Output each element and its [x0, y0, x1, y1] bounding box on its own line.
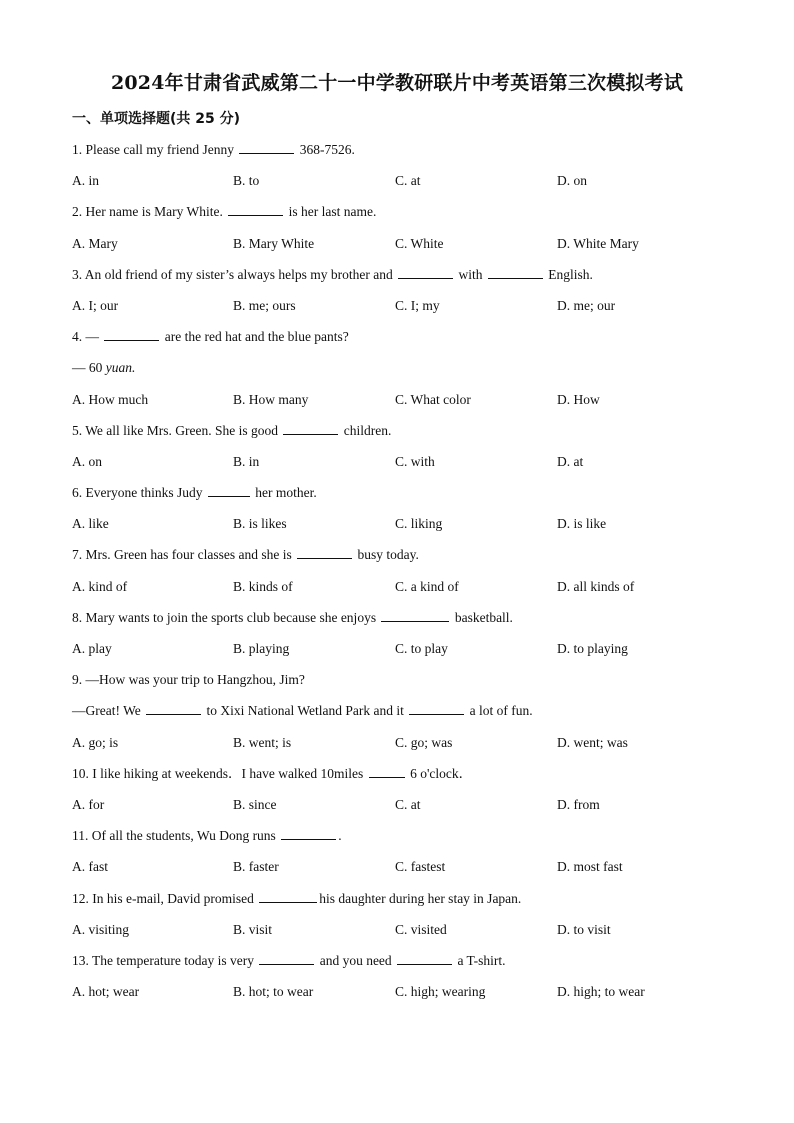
question-text: his daughter during her stay in Japan. [319, 890, 522, 906]
question-3 [72, 265, 732, 296]
reply-text: a lot of fun. [466, 703, 533, 719]
question-text: 4. — [72, 329, 103, 345]
options-11 [72, 857, 732, 888]
question-4 [72, 327, 732, 358]
answer-blank [281, 826, 336, 840]
option-c: C. fastest [395, 859, 446, 875]
options-9 [72, 733, 732, 764]
option-a: A. like [72, 516, 109, 532]
question-9 [72, 670, 732, 701]
question-text: her mother. [251, 485, 317, 501]
answer-blank [488, 265, 543, 279]
question-text: English. [544, 266, 593, 282]
question-7 [72, 545, 732, 576]
options-8 [72, 639, 732, 670]
option-b: B. me; ours [233, 297, 296, 313]
question-text: 2. Her name is Mary White. [72, 204, 227, 220]
question-text: 6. Everyone thinks Judy [72, 485, 206, 501]
question-text: 9. —How was your trip to Hangzhou, Jim? [72, 672, 305, 688]
option-d: D. from [557, 796, 600, 812]
options-7 [72, 577, 732, 608]
answer-blank [146, 701, 201, 715]
question-list [72, 140, 732, 1013]
option-b: B. faster [233, 859, 279, 875]
question-13 [72, 951, 732, 982]
option-d: D. is like [557, 516, 607, 532]
option-b: B. playing [233, 641, 290, 656]
question-text: 8. Mary wants to join the sports club because she enjoys [72, 609, 380, 625]
options-1 [72, 171, 732, 202]
option-c: C. a kind of [395, 578, 459, 594]
question-text: 5. We all like Mrs. Green. She is good [72, 422, 282, 438]
question-text: 13. The temperature today is very [72, 952, 258, 968]
section-heading: 一、单项选择题(共 25 分) [72, 111, 241, 127]
option-c: C. go; was [395, 734, 453, 750]
answer-blank [398, 265, 453, 279]
question-text: 368-7526. [296, 142, 355, 157]
option-c: C. at [395, 173, 421, 189]
question-text: 1. Please call my friend Jenny [72, 142, 238, 157]
answer-blank [239, 140, 294, 154]
option-a: A. play [72, 641, 112, 656]
option-b: B. How many [233, 391, 309, 407]
reply-currency: yuan. [105, 360, 136, 376]
option-c: C. I; my [395, 297, 440, 313]
question-text: 7. Mrs. Green has four classes and she is [72, 547, 296, 563]
answer-blank [297, 545, 352, 559]
answer-blank [104, 327, 159, 341]
question-text: children. [340, 422, 392, 438]
question-text: 3. An old friend of my sister’s always helps my brother and [72, 266, 397, 282]
option-a: A. go; is [72, 734, 119, 750]
answer-blank [409, 701, 464, 715]
option-a: A. I; our [72, 297, 119, 313]
option-a: A. Mary [72, 235, 118, 251]
question-6 [72, 483, 732, 514]
options-2 [72, 234, 732, 265]
option-d: D. most fast [557, 859, 623, 875]
option-c: C. at [395, 796, 421, 812]
question-9-reply [72, 701, 732, 732]
option-c: C. with [395, 453, 435, 469]
option-d: D. high; to wear [557, 984, 645, 1000]
answer-blank [381, 608, 449, 622]
option-c: C. What color [395, 391, 471, 407]
option-d: D. White Mary [557, 235, 639, 251]
question-5 [72, 421, 732, 452]
question-text: are the red hat and the blue pants? [161, 329, 349, 345]
question-text: is her last name. [285, 204, 377, 220]
options-13 [72, 982, 732, 1013]
options-10 [72, 795, 732, 826]
option-d: D. at [557, 453, 584, 469]
question-12 [72, 889, 732, 920]
option-d: D. to visit [557, 921, 611, 937]
option-a: A. How much [72, 391, 149, 407]
reply-text: to Xixi National Wetland Park and it [203, 703, 408, 719]
options-3 [72, 296, 732, 327]
options-5 [72, 452, 732, 483]
question-text: . [338, 828, 342, 844]
question-text: a T-shirt. [454, 952, 506, 968]
question-text: 11. Of all the students, Wu Dong runs [72, 828, 280, 844]
question-10 [72, 764, 732, 795]
option-a: A. hot; wear [72, 984, 140, 1000]
options-4 [72, 390, 732, 421]
question-text: with [455, 266, 486, 282]
option-a: A. on [72, 453, 102, 469]
option-a: A. visiting [72, 921, 130, 937]
reply-text: — 60 [72, 360, 106, 376]
options-12 [72, 920, 732, 951]
option-b: B. to [233, 173, 260, 189]
option-c: C. liking [395, 516, 443, 532]
option-d: D. me; our [557, 297, 616, 313]
question-text: 6 o'clock． [406, 765, 473, 781]
option-b: B. is likes [233, 516, 287, 532]
question-8 [72, 608, 732, 639]
option-b: B. hot; to wear [233, 984, 314, 1000]
option-b: B. went; is [233, 734, 292, 750]
answer-blank [259, 951, 314, 965]
question-text: busy today. [354, 547, 419, 563]
option-d: D. went; was [557, 734, 628, 750]
option-d: D. to playing [557, 641, 628, 656]
option-b: B. visit [233, 921, 273, 937]
option-c: C. visited [395, 921, 447, 937]
answer-blank [283, 421, 338, 435]
option-d: D. How [557, 391, 600, 407]
option-b: B. kinds of [233, 578, 293, 594]
option-a: A. for [72, 796, 105, 812]
option-b: B. in [233, 453, 260, 469]
exam-title: 2024年甘肃省武威第二十一中学教研联片中考英语第三次模拟考试 [110, 72, 684, 94]
reply-text: —Great! We [72, 703, 145, 719]
question-1 [72, 140, 732, 171]
question-text: 10. I like hiking at weekends．I have walked 10miles [72, 765, 367, 781]
answer-blank [369, 764, 405, 778]
options-6 [72, 514, 732, 545]
question-text: 12. In his e-mail, David promised [72, 890, 258, 906]
option-a: A. fast [72, 859, 108, 875]
option-b: B. since [233, 796, 277, 812]
answer-blank [259, 889, 317, 903]
question-2 [72, 202, 732, 233]
answer-blank [208, 483, 250, 497]
answer-blank [228, 202, 283, 216]
question-text: and you need [316, 952, 396, 968]
option-b: B. Mary White [233, 235, 315, 251]
option-d: D. all kinds of [557, 578, 635, 594]
option-c: C. to play [395, 641, 448, 656]
question-11 [72, 826, 732, 857]
question-4-reply [72, 358, 732, 389]
option-a: A. in [72, 173, 99, 189]
option-c: C. White [395, 235, 444, 251]
question-text: basketball. [451, 609, 513, 625]
option-a: A. kind of [72, 578, 128, 594]
option-c: C. high; wearing [395, 984, 486, 1000]
answer-blank [397, 951, 452, 965]
option-d: D. on [557, 173, 587, 189]
